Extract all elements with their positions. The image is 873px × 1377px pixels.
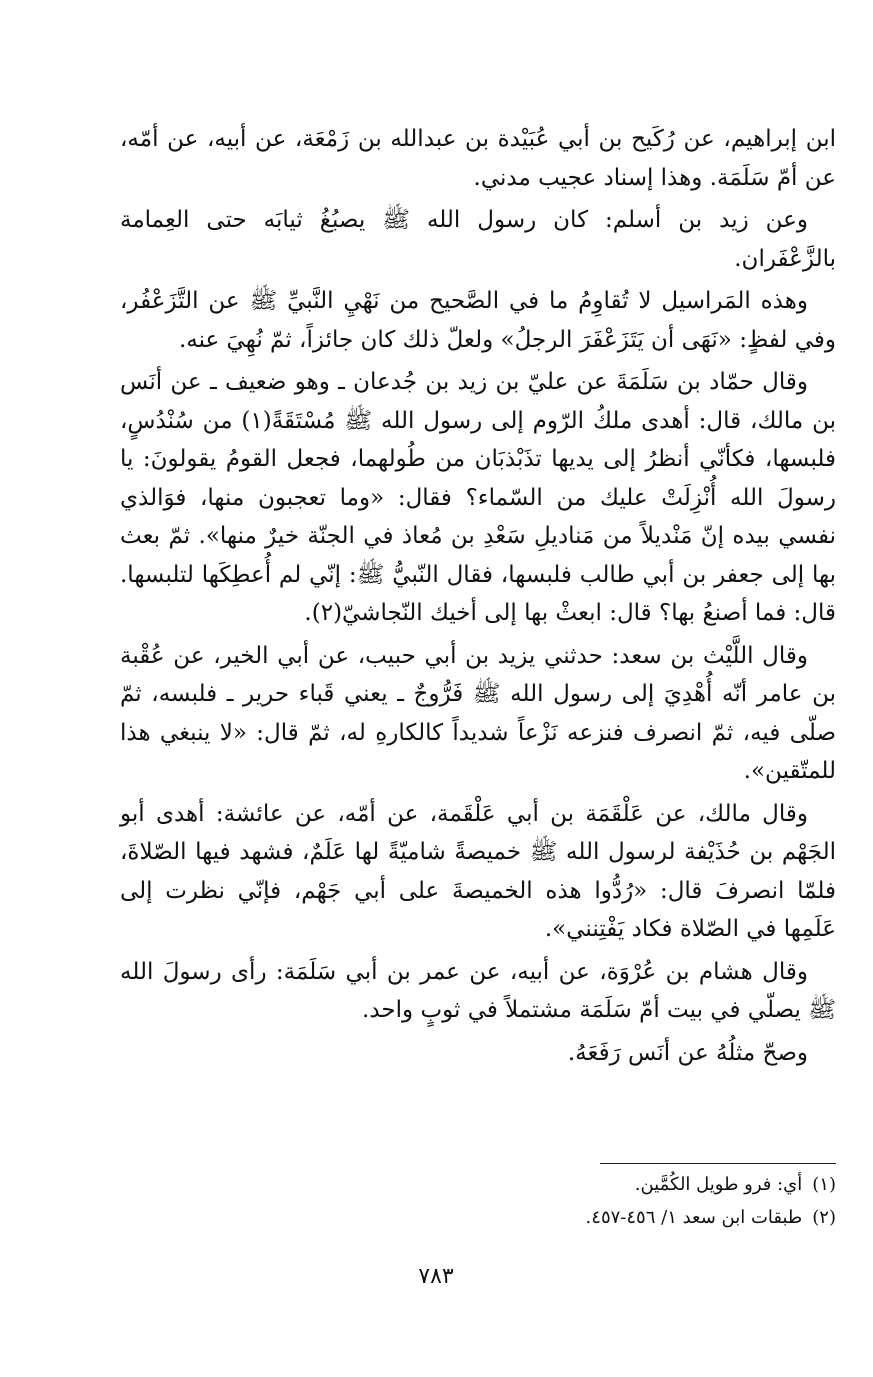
footnote-number: (٢) (812, 1207, 836, 1228)
paragraph-saffron-prohibition: وهذه المَراسيل لا تُقاوِمُ ما في الصَّحيح من نَهْيِ النَّبيِّ ﷺ عن التَّزَعْفُر، وفي لفظٍ: «نَهَى أن يَتَزَعْفَرَ الرجلُ» ولعلّ ذلك كان جائزاً، ثمّ نُهِيَ عنه. (120, 288, 836, 353)
main-text (120, 120, 836, 1076)
footnotes (360, 1168, 836, 1234)
page-number: ٧٨٣ (418, 1264, 454, 1289)
paragraph-laith-ibn-saad: وقال اللَّيْث بن سعد: حدثني يزيد بن أبي حبيب، عن أبي الخير، عن عُقْبة بن عامر أنّه أُهْدِيَ إلى رسول الله ﷺ فَرُّوجٌ ـ يعني قَباء حرير ـ فلبسه، ثمّ صلّى فيه، ثمّ انصرف فنزعه نَزْعاً شديداً كالكارهِ له، ثمّ قال: «لا ينبغي هذا للمتّقين». (120, 642, 836, 784)
footnote-number: (١) (812, 1174, 836, 1195)
footnote-item (360, 1168, 836, 1201)
paragraph-isnad-continuation: ابن إبراهيم، عن رُكَيح بن أبي عُبَيْدة بن عبدالله بن زَمْعَة، عن أبيه، عن أمّه، عن أمّ سَلَمَة. وهذا إسناد عجيب مدني. (120, 126, 836, 191)
footnote-text: طبقات ابن سعد ١/ ٤٥٦-٤٥٧. (585, 1207, 803, 1228)
footnote-item (360, 1201, 836, 1234)
paragraph-malik-aisha: وقال مالك، عن عَلْقَمَة بن أبي عَلْقَمة، عن أمّه، عن عائشة: أهدى أبو الجَهْم بن حُذَيْفة لرسول الله ﷺ خميصةً شاميّةً لها عَلَمٌ، فشهد فيها الصّلاةَ، فلمّا انصرفَ قال: «رُدُّوا هذه الخميصةَ على أبي جَهْم، فإنّي نظرت إلى عَلَمِها في الصّلاة فكاد يَفْتِنني». (120, 800, 836, 942)
paragraph-zaid-ibn-aslam: وعن زيد بن أسلم: كان رسول الله ﷺ يصبُغُ ثيابَه حتى العِمامة بالزَّعْفَران. (120, 207, 836, 272)
footnote-divider (600, 1163, 836, 1164)
paragraph-hammad-ibn-salama: وقال حمّاد بن سَلَمَةَ عن عليّ بن زيد بن جُدعان ـ وهو ضعيف ـ عن أنَس بن مالك، قال: أهدى ملكُ الرّوم إلى رسول الله ﷺ مُسْتَقَةً(١) من سُنْدُسٍ، فلبسها، فكأنّي أنظرُ إلى يديها تذَبْذبَان من طُولهما، فجعل القومُ يقولونَ: يا رسولَ الله أُنْزِلَتْ عليك من السّماء؟ فقال: «وما تعجبون منها، فوَالذي نفسي بيده إنّ مَنْديلاً من مَناديلِ سَعْدِ بن مُعاذ في الجنّة خيرٌ منها». ثمّ بعث بها إلى جعفر بن أبي طالب فلبسها، فقال النّبيُّ ﷺ: إنّي لم أُعطِكَها لتلبسها. قال: فما أصنعُ بها؟ قال: ابعثْ بها إلى أخيك النّجاشيّ(٢). (120, 369, 836, 626)
paragraph-hisham-ibn-urwa: وقال هشام بن عُرْوَة، عن أبيه، عن عمر بن أبي سَلَمَة: رأى رسولَ الله ﷺ يصلّي في بيت أمّ سَلَمَة مشتملاً في ثوبٍ واحد. (120, 958, 836, 1023)
paragraph-anas-narration: وصحّ مثلُهُ عن أنَس رَفَعَهُ. (567, 1039, 808, 1066)
footnote-text: أي: فرو طويل الكُمَّين. (634, 1174, 803, 1195)
